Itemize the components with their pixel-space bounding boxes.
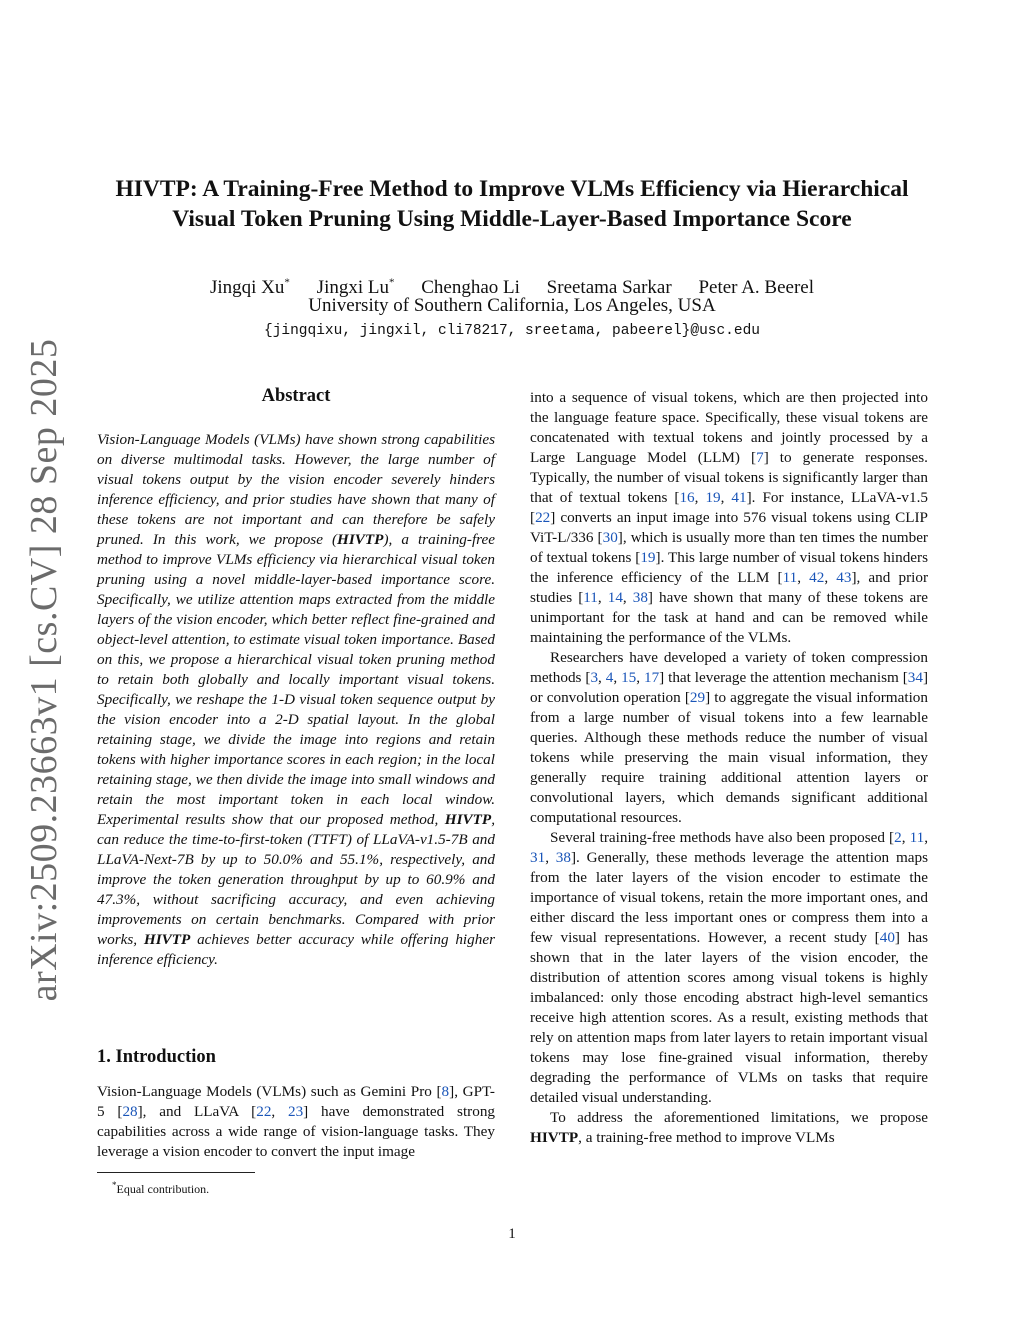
citation-link[interactable]: 22 xyxy=(535,509,551,526)
page-number: 1 xyxy=(508,1226,516,1242)
citation-link[interactable]: 14 xyxy=(607,589,623,606)
paragraph: Researchers have developed a variety of token compression methods [3, 4, 15, 17] that leverage the attention mechanism [34] or convolution operation [29] to aggregate the visual information from a large number of visual tokens into a few learnable queries. Although these methods reduce the number of visual tokens while preserving the main visual information, they generally require training additional attention layers or convolutional layers, which demands significant additional computational resources. xyxy=(530,649,929,826)
footnote-divider xyxy=(97,1172,255,1173)
paragraph: To address the aforementioned limitations, we propose HIVTP, a training-free method to improve VLMs xyxy=(530,1109,928,1146)
citation-link[interactable]: 19 xyxy=(640,549,656,566)
citation-link[interactable]: 19 xyxy=(705,489,721,506)
citation-link[interactable]: 8 xyxy=(441,1083,450,1100)
paragraph: into a sequence of visual tokens, which are then projected into the language feature space. Specifically, these visual tokens are concatenated with textual tokens and jointly processed by a Large Language Model (LLM) [7] to generate responses. Typically, the number of visual tokens is significantly larger than that of textual tokens [16, 19, 41]. For instance, LLaVA-v1.5 [22] converts an input image into 576 visual tokens using CLIP ViT-L/336 [30], which is usually more than ten times the number of textual tokens [19]. This large number of visual tokens hinders the inference efficiency of the LLM [11, 42, 43], and prior studies [11, 14, 38] have shown that many of these tokens are unimportant for the task at hand and can be removed while maintaining the performance of the VLMs. xyxy=(530,389,929,646)
citation-link[interactable]: 23 xyxy=(287,1103,304,1120)
citation-link[interactable]: 15 xyxy=(621,669,637,686)
title-line-2: Visual Token Pruning Using Middle-Layer-Based Importance Score xyxy=(172,206,852,232)
footnote: *Equal contribution. xyxy=(112,1180,210,1196)
citation-link[interactable]: 7 xyxy=(756,449,764,466)
arxiv-stamp xyxy=(16,338,72,1002)
abstract-text: Vision-Language Models (VLMs) have shown strong capabilities on diverse multimodal tasks. However, the large number of visual tokens output by the vision encoder severely hinders inference efficiency, and prior studies have shown that many of these tokens are not important and can therefore be safely pruned. In this work, we propose (HIVTP), a training-free method to improve VLMs efficiency via hierarchical visual token pruning using a novel middle-layer-based importance score. Specifically, we utilize attention maps extracted from the middle layers of the vision encoder, which better reflect fine-grained and object-level attention, to estimate visual token importance. Based on this, we propose a hierarchical visual token pruning method to retain both globally and locally important visual tokens. Specifically, we reshape the 1-D visual token sequence output by the vision encoder into a 2-D spatial layout. In the global retaining stage, we divide the image into regions and retain tokens with higher importance scores in each region; in the local retaining stage, we then divide the image into small windows and retain the most important token in each local window. Experimental results show that our proposed method, HIVTP, can reduce the time-to-first-token (TTFT) of LLaVA-v1.5-7B and LLaVA-Next-7B by up to 50.0% and 55.1%, respectively, and improve the token generation throughput by up to 60.9% and 47.3%, without sacrificing accuracy, and even achieving improvements on certain benchmarks. Compared with prior works, HIVTP achieves better accuracy while offering higher inference efficiency. xyxy=(97,431,495,968)
citation-link[interactable]: 11 xyxy=(583,589,598,606)
citation-link[interactable]: 11 xyxy=(782,569,798,586)
citation-link[interactable]: 43 xyxy=(836,569,852,586)
citation-link[interactable]: 28 xyxy=(122,1103,138,1120)
citation-link[interactable]: 22 xyxy=(256,1103,272,1120)
paper-title xyxy=(80,174,944,234)
citation-link[interactable]: 29 xyxy=(689,689,706,706)
affiliation: University of Southern California, Los Angeles, USA xyxy=(308,295,716,316)
citation-link[interactable]: 30 xyxy=(602,529,618,546)
author: Sreetama Sarkar xyxy=(546,277,672,299)
author-emails: {jingqixu, jingxil, cli78217, sreetama, pabeerel}@usc.edu xyxy=(264,323,760,339)
citation-link[interactable]: 17 xyxy=(643,669,660,686)
author: Peter A. Beerel xyxy=(698,277,814,299)
citation-link[interactable]: 38 xyxy=(555,849,571,866)
title-line-1: HIVTP: A Training-Free Method to Improve VLMs Efficiency via Hierarchical xyxy=(115,176,909,202)
right-column xyxy=(530,388,928,1148)
arxiv-stamp-text: arXiv:2509.23663v1 [cs.CV] 28 Sep 2025 xyxy=(23,338,65,1002)
citation-link[interactable]: 41 xyxy=(731,489,747,506)
citation-link[interactable]: 3 xyxy=(590,669,599,686)
citation-link[interactable]: 40 xyxy=(879,929,895,946)
citation-link[interactable]: 11 xyxy=(909,829,925,846)
paragraph: Several training-free methods have also been proposed [2, 11, 31, 38]. Generally, these methods leverage the attention maps from the later layers of the vision encoder to estimate the importance of visual tokens, retain the more important ones, and either discard the less important ones or compress them into a few visual representations. However, a recent study [40] has shown that in the later layers of the vision encoder, the distribution of attention scores among visual tokens is highly imbalanced: only those encoding abstract high-level semantics receive high attention scores. As a result, existing methods that rely on attention maps from later layers to retain important visual tokens may lose fine-grained visual information, thereby degrading the performance of VLMs on tasks that require detailed visual understanding. xyxy=(530,829,928,1106)
introduction-left-text: Vision-Language Models (VLMs) such as Gemini Pro [8], GPT-5 [28], and LLaVA [22, 23] have demonstrated strong capabilities across a wide range of vision-language tasks. They leverage a vision encoder to convert the input image xyxy=(97,1083,496,1160)
citation-link[interactable]: 34 xyxy=(907,669,923,686)
author: Chenghao Li xyxy=(421,277,520,299)
author: Jingqi Xu* xyxy=(209,277,290,299)
author: Jingxi Lu* xyxy=(316,277,395,299)
abstract-heading: Abstract xyxy=(261,386,331,406)
citation-link[interactable]: 38 xyxy=(632,589,648,606)
citation-link[interactable]: 42 xyxy=(809,569,825,586)
citation-link[interactable]: 16 xyxy=(679,489,695,506)
citation-link[interactable]: 2 xyxy=(894,829,902,846)
citation-link[interactable]: 4 xyxy=(605,669,614,686)
section-heading-introduction: 1. Introduction xyxy=(97,1047,216,1067)
citation-link[interactable]: 31 xyxy=(530,849,546,866)
